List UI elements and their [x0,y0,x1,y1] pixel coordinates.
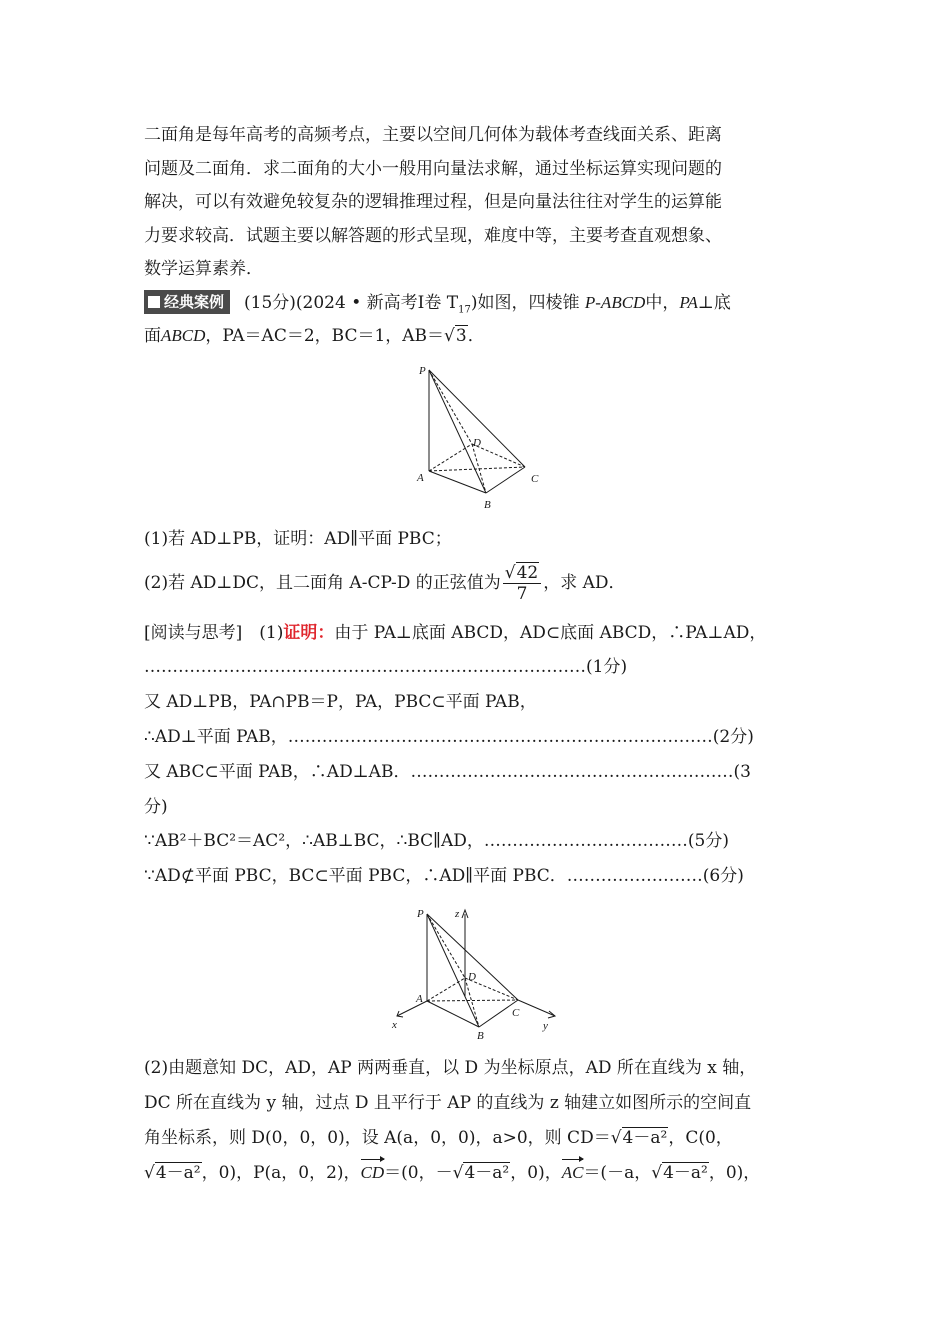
fig1-label-b: B [484,499,491,511]
fig1-label-c: C [531,473,539,485]
prove-label: 证明： [283,623,335,643]
part2-line-1: (2)由题意知 DC，AD，AP 两两垂直，以 D 为坐标原点，AD 所在直线为 x 轴， [144,1058,757,1078]
fig1-label-p: P [419,365,426,377]
fig2-label-y: y [543,1020,548,1032]
solution-line-3: ∴AD⊥平面 PAB，…………………………………………………………………(2分) [144,727,754,747]
q2-fraction: $\frac{√42}{7}$ [503,563,541,604]
fig2-label-d: D [468,971,476,983]
coordinate-figure [385,900,565,1040]
solution-score-1: ……………………………………………………………………(1分) [144,657,628,677]
intro-line-5: 数学运算素养． [144,259,263,279]
intro-line-2: 问题及二面角．求二面角的大小一般用向量法求解，通过坐标运算实现问题的 [144,159,722,179]
intro-line-1: 二面角是每年高考的高频考点，主要以空间几何体为载体考查线面关系、距离 [144,125,722,145]
vector-cd: CD [360,1163,385,1182]
badge-square-icon [148,296,160,308]
fig1-label-a: A [417,472,424,484]
solution-line-1: [阅读与思考] (1)证明：由于 PA⊥底面 ABCD，AD⊂底面 ABCD，∴PA⊥AD， [144,623,767,643]
solution-line-6: ∵AD⊄平面 PBC，BC⊂平面 PBC，∴AD∥平面 PBC．……………………(6分) [144,866,744,886]
intro-line-3: 解决，可以有效避免较复杂的逻辑推理过程，但是向量法往往对学生的运算能 [144,192,722,212]
pyramid-figure [410,360,550,512]
fig2-label-z: z [455,908,460,920]
fig2-label-p: P [417,908,424,920]
fig2-label-x: x [392,1019,397,1031]
part2-line-2: DC 所在直线为 y 轴，过点 D 且平行于 AP 的直线为 z 轴建立如图所示的空间直 [144,1093,752,1113]
solution-line-2: 又 AD⊥PB，PA∩PB＝P，PA，PBC⊂平面 PAB， [144,692,537,712]
question-2: (2)若 AD⊥DC，且二面角 A-CP-D 的正弦值为 $\frac{√42}{7}$ ，求 AD． [144,563,626,604]
part2-line-4: √4－a²，0)，P(a，0，2)，CD＝(0，－√4－a²，0)，AC＝(－a，√4－a²，0)， [144,1163,761,1183]
solution-line-4b: 分) [144,797,168,817]
part2-line-3: 角坐标系，则 D(0，0，0)，设 A(a，0，0)，a>0，则 CD＝√4－a²，C(0， [144,1128,733,1148]
problem-line-1: 经典案例 (15分)(2024 • 新高考Ⅰ卷 $T_{17}$)如图，四棱锥 P-ABCD中，PA⊥底 [144,291,731,321]
problem-line-2: 面ABCD，PA＝AC＝2，BC＝1，AB＝√3． [144,326,485,346]
fig1-label-d: D [473,437,481,449]
classic-case-badge: 经典案例 [144,290,230,314]
fig2-label-c: C [512,1007,520,1019]
intro-line-4: 力要求较高．试题主要以解答题的形式呈现，难度中等，主要考查直观想象、 [144,226,722,246]
fig2-label-b: B [477,1030,484,1040]
vector-ac: AC [561,1163,584,1182]
solution-line-5: ∵AB²＋BC²＝AC²，∴AB⊥BC，∴BC∥AD，………………………………(5分) [144,831,729,851]
question-1: (1)若 AD⊥PB，证明：AD∥平面 PBC； [144,529,452,549]
solution-line-4: 又 ABC⊂平面 PAB，∴AD⊥AB．…………………………………………………(3 [144,762,751,782]
fig2-label-a: A [416,993,423,1005]
